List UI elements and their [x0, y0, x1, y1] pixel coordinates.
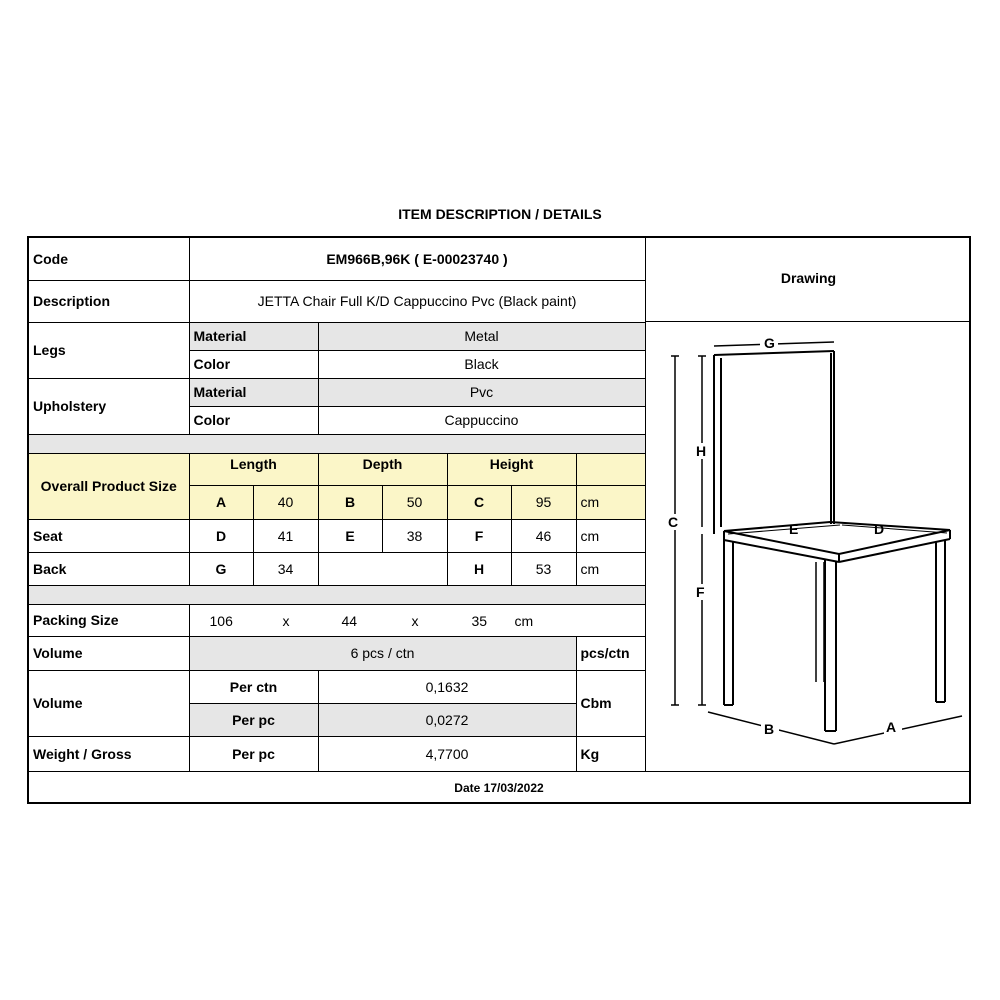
spacer-row-2: [29, 585, 645, 604]
legs-label: Legs: [29, 322, 189, 378]
depth-header: Depth: [318, 453, 447, 485]
per-pc-value: 0,0272: [318, 703, 576, 736]
packing-label: Packing Size: [29, 604, 189, 636]
dim-label-a: A: [886, 719, 897, 735]
code-label: Code: [29, 238, 189, 280]
volume-pcs-unit: pcs/ctn: [576, 636, 645, 670]
back-unit: cm: [576, 552, 645, 585]
legs-material-value: Metal: [318, 322, 645, 350]
dim-label-b: B: [764, 721, 775, 737]
dim-c-letter: C: [447, 485, 511, 519]
seat-row: [29, 519, 645, 552]
page-title: ITEM DESCRIPTION / DETAILS: [398, 206, 602, 222]
dim-label-g: G: [764, 335, 775, 351]
packing-x2: x: [411, 612, 419, 629]
upholstery-color-label: Color: [189, 406, 318, 434]
dim-label-e: E: [789, 521, 799, 537]
volume-pcs-row: [29, 636, 645, 670]
spacer-row: [29, 434, 645, 453]
dim-a-letter: A: [189, 485, 253, 519]
legs-color-value: Black: [318, 350, 645, 378]
dim-h-letter: H: [447, 552, 511, 585]
spec-sheet: [27, 236, 971, 804]
upholstery-material-label: Material: [189, 378, 318, 406]
dim-label-d: D: [874, 521, 885, 537]
dim-label-h: H: [696, 443, 707, 459]
dim-f-letter: F: [447, 519, 511, 552]
date-footer: Date 17/03/2022: [29, 771, 969, 804]
weight-per-pc-label: Per pc: [189, 736, 318, 771]
legs-material-label: Material: [189, 322, 318, 350]
volume-cbm-label: Volume: [29, 670, 189, 736]
per-ctn-label: Per ctn: [189, 670, 318, 703]
weight-label: Weight / Gross: [29, 736, 189, 771]
packing-row: [29, 604, 645, 636]
legs-color-label: Color: [189, 350, 318, 378]
description-row: [29, 280, 645, 322]
dim-d-value: 41: [253, 519, 318, 552]
legs-material-row: [29, 322, 645, 350]
packing-width: 44: [341, 612, 358, 629]
volume-pcs-label: Volume: [29, 636, 189, 670]
back-row: [29, 552, 645, 585]
seat-label: Seat: [29, 519, 189, 552]
dim-d-letter: D: [189, 519, 253, 552]
dim-c-value: 95: [511, 485, 576, 519]
dim-e-value: 38: [382, 519, 447, 552]
upholstery-material-row: [29, 378, 645, 406]
volume-pcs-value: 6 pcs / ctn: [189, 636, 576, 670]
volume-ctn-row: [29, 670, 645, 703]
seat-unit: cm: [576, 519, 645, 552]
packing-unit: cm: [514, 612, 534, 629]
code-value: EM966B,96K ( E-00023740 ): [189, 238, 645, 280]
chair-drawing: [646, 322, 970, 770]
chair-outline: [714, 351, 950, 731]
upholstery-material-value: Pvc: [318, 378, 645, 406]
upholstery-label: Upholstery: [29, 378, 189, 434]
dim-g-letter: G: [189, 552, 253, 585]
dim-e-letter: E: [318, 519, 382, 552]
description-label: Description: [29, 280, 189, 322]
weight-unit: Kg: [576, 736, 645, 771]
height-header: Height: [447, 453, 576, 485]
dim-a-value: 40: [253, 485, 318, 519]
dim-b-value: 50: [382, 485, 447, 519]
packing-x1: x: [282, 612, 290, 629]
upholstery-color-value: Cappuccino: [318, 406, 645, 434]
dim-label-c: C: [668, 514, 679, 530]
dim-g-value: 34: [253, 552, 318, 585]
packing-height: 35: [471, 612, 488, 629]
dim-h-value: 53: [511, 552, 576, 585]
overall-header-row: [29, 453, 645, 485]
spec-table: [29, 238, 646, 771]
weight-row: [29, 736, 645, 771]
dim-label-f: F: [696, 584, 705, 600]
overall-unit: cm: [576, 485, 645, 519]
back-label: Back: [29, 552, 189, 585]
volume-cbm-unit: Cbm: [576, 670, 645, 736]
packing-length: 106: [209, 612, 233, 629]
dim-b-letter: B: [318, 485, 382, 519]
code-row: [29, 238, 645, 280]
weight-value: 4,7700: [318, 736, 576, 771]
dim-f-value: 46: [511, 519, 576, 552]
drawing-panel: [645, 238, 971, 771]
description-value: JETTA Chair Full K/D Cappuccino Pvc (Black paint): [189, 280, 645, 322]
per-pc-label: Per pc: [189, 703, 318, 736]
per-ctn-value: 0,1632: [318, 670, 576, 703]
length-header: Length: [189, 453, 318, 485]
drawing-header: Drawing: [646, 238, 971, 322]
overall-label: Overall Product Size: [29, 453, 189, 519]
